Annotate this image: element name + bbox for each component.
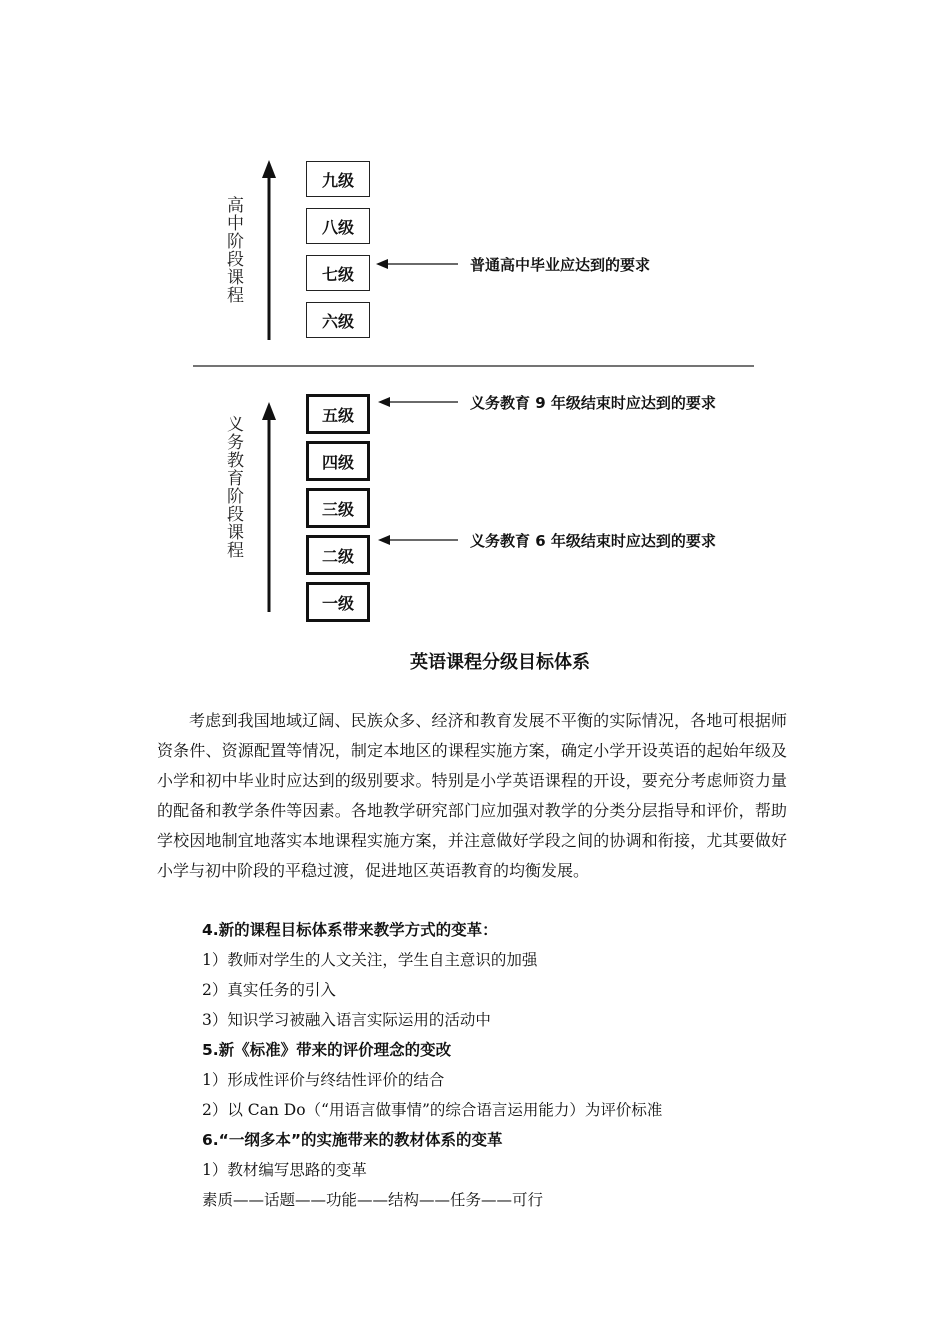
list-item: 1）教材编写思路的变革: [202, 1161, 367, 1179]
level-box-3: 三级: [306, 488, 370, 528]
level-box-9: 九级: [306, 161, 370, 197]
section-heading-4: 4.新的课程目标体系带来教学方式的变革：: [202, 921, 498, 939]
list-item: 2）真实任务的引入: [202, 981, 336, 999]
compulsory-stage-label: 义务教育阶段课程: [223, 415, 243, 559]
list-item: 素质——话题——功能——结构——任务——可行: [202, 1191, 544, 1209]
list-item: 3）知识学习被融入语言实际运用的活动中: [202, 1011, 491, 1029]
level-box-7: 七级: [306, 255, 370, 291]
annotation-grade9-end: 义务教育 9 年级结束时应达到的要求: [470, 394, 716, 412]
level-box-1: 一级: [306, 582, 370, 622]
body-paragraph: 考虑到我国地域辽阔、民族众多、经济和教育发展不平衡的实际情况，各地可根据师资条件、资源配置等情况，制定本地区的课程实施方案，确定小学开设英语的起始年级及小学和初中毕业时应达到的级别要求。特别是小学英语课程的开设，要充分考虑师资力量的配备和教学条件等因素。各地教学研究部门应加强对教学的分类分层指导和评价，帮助学校因地制宜地落实本地课程实施方案，并注意做好学段之间的协调和衔接，尤其要做好小学与初中阶段的平稳过渡，促进地区英语教育的均衡发展。: [157, 711, 787, 880]
list-item: 1）教师对学生的人文关注，学生自主意识的加强: [202, 951, 538, 969]
level-box-8: 八级: [306, 208, 370, 244]
level-box-4: 四级: [306, 441, 370, 481]
annotation-grade6-end: 义务教育 6 年级结束时应达到的要求: [470, 532, 716, 550]
level-box-6: 六级: [306, 302, 370, 338]
high-school-stage-label: 高中阶段课程: [223, 196, 243, 304]
list-item: 1）形成性评价与终结性评价的结合: [202, 1071, 445, 1089]
level-box-2: 二级: [306, 535, 370, 575]
diagram-caption: 英语课程分级目标体系: [410, 652, 590, 673]
level-box-5: 五级: [306, 394, 370, 434]
section-heading-6: 6.“一纲多本”的实施带来的教材体系的变革: [202, 1131, 503, 1149]
list-item: 2）以 Can Do（“用语言做事情”的综合语言运用能力）为评价标准: [202, 1101, 663, 1119]
annotation-high-school-graduation: 普通高中毕业应达到的要求: [470, 256, 651, 274]
section-heading-5: 5.新《标准》带来的评价理念的变改: [202, 1041, 452, 1059]
